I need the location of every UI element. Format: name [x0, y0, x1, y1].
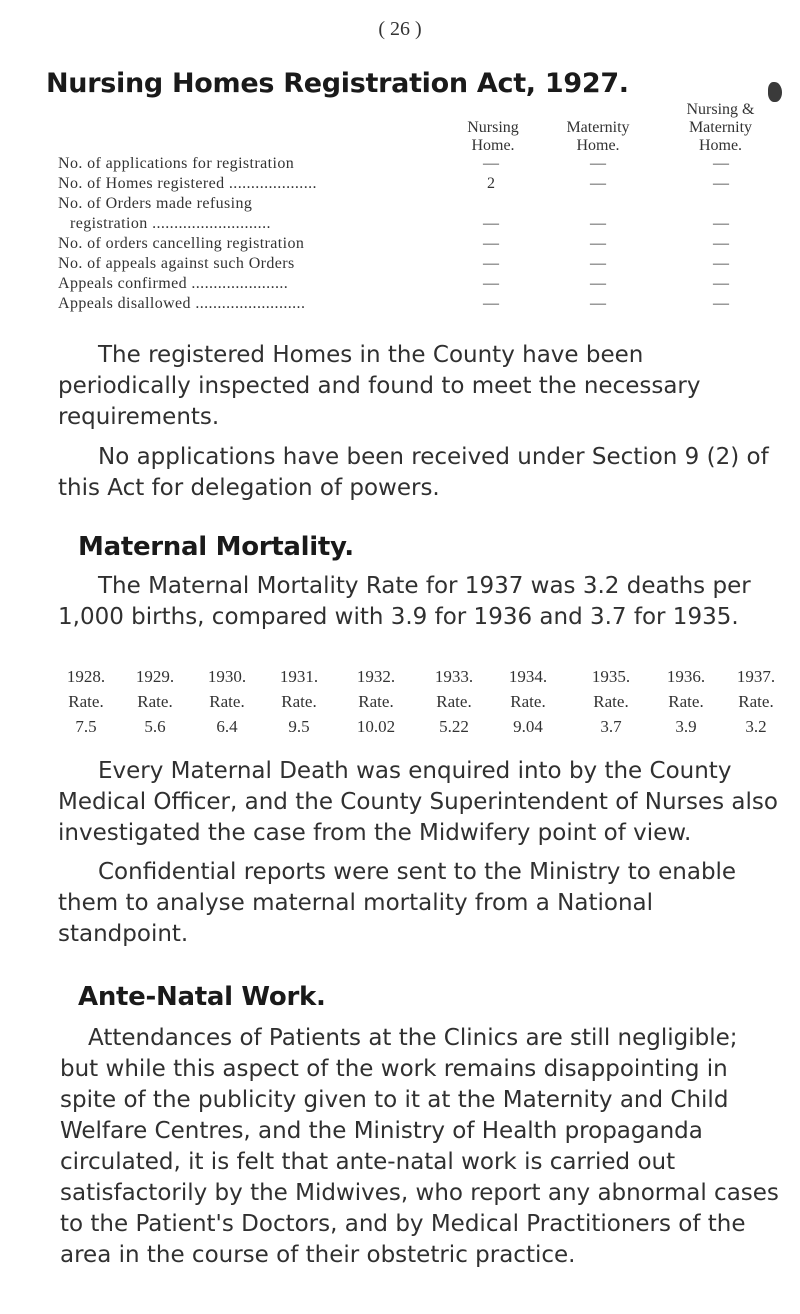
table-row: [58, 155, 778, 175]
rate-label: Rate.: [436, 692, 472, 711]
rate-column: [340, 664, 412, 739]
column-header-maternity-home: [533, 119, 663, 155]
cell-value: —: [483, 155, 499, 172]
rate-year: 1930.: [207, 667, 247, 686]
cell-value: —: [590, 295, 606, 312]
column-header-line: Maternity: [566, 119, 630, 136]
column-header-line: Home.: [698, 137, 743, 154]
cell-value: —: [590, 255, 606, 272]
rate-year: 1931.: [279, 667, 319, 686]
rate-year: 1928.: [66, 667, 106, 686]
rate-year: 1935.: [591, 667, 631, 686]
cell-value: —: [713, 255, 729, 272]
column-header-line: Home.: [471, 137, 515, 154]
column-header-line: Home.: [576, 137, 620, 154]
row-label: Appeals disallowed .........................: [58, 295, 306, 312]
cell-value: —: [483, 255, 499, 272]
paragraph-ante-natal: Attendances of Patients at the Clinics are still negligible; but while this aspect of the work remains disappointing in spite of the publicity given to it at the Maternity and Child Welfare Centres, and the Ministry of Health propaganda circulated, it is felt that ante-natal work is carried out satisfactorily by the Midwives, who report any abnormal cases to the Patient's Doctors, and by Medical Practitioners of the area in the course of their obstetric practice.: [60, 1025, 779, 1268]
row-label: No. of appeals against such Orders: [58, 255, 295, 272]
row-label: Appeals confirmed ......................: [58, 275, 289, 292]
rate-value: 9.5: [288, 717, 310, 736]
paragraph-mortality-intro: The Maternal Mortality Rate for 1937 was 3.2 deaths per 1,000 births, compared with 3.9 for 1936 and 3.7 for 1935.: [58, 573, 751, 630]
rate-label: Rate.: [668, 692, 704, 711]
rate-label: Rate.: [68, 692, 104, 711]
rate-value: 6.4: [216, 717, 238, 736]
cell-value: —: [713, 295, 729, 312]
rate-column: [575, 664, 647, 739]
column-header-nursing-home: [438, 119, 548, 155]
column-header-line: Nursing: [467, 119, 519, 136]
rate-year: 1936.: [666, 667, 706, 686]
rate-label: Rate.: [738, 692, 774, 711]
rate-year: 1934.: [508, 667, 548, 686]
row-label: No. of Orders made refusing: [58, 195, 253, 212]
rate-year: 1932.: [356, 667, 396, 686]
rate-label: Rate.: [358, 692, 394, 711]
table-row: [58, 195, 778, 215]
table-row: [58, 255, 778, 275]
paragraph-death-enquiry: Every Maternal Death was enquired into by the County Medical Officer, and the County Superintendent of Nurses also investigated the case from the Midwifery point of view.: [58, 758, 778, 846]
cell-value: —: [483, 215, 499, 232]
rate-value: 3.2: [745, 717, 767, 736]
table-row: [58, 175, 778, 195]
rate-column: [418, 664, 490, 739]
registration-heading: Nursing Homes Registration Act, 1927.: [46, 68, 629, 99]
cell-value: —: [483, 235, 499, 252]
rate-value: 7.5: [75, 717, 97, 736]
paragraph-confidential-reports: Confidential reports were sent to the Ministry to enable them to analyse maternal mortality from a National standpoint.: [58, 859, 737, 947]
rate-label: Rate.: [281, 692, 317, 711]
row-label: registration ...........................: [70, 215, 271, 232]
table-row: [58, 215, 778, 235]
page-number: ( 26 ): [378, 18, 422, 40]
rate-column: [191, 664, 263, 739]
cell-value: —: [590, 215, 606, 232]
cell-value: —: [483, 295, 499, 312]
cell-value: —: [713, 235, 729, 252]
paragraph-inspected: The registered Homes in the County have been periodically inspected and found to meet the necessary requirements.: [58, 342, 701, 430]
column-header-nursing-maternity-home: [663, 101, 778, 155]
rate-value: 10.02: [356, 717, 396, 736]
rate-column: [492, 664, 564, 739]
rate-year: 1937.: [736, 667, 776, 686]
cell-value: —: [713, 215, 729, 232]
cell-value: —: [713, 155, 729, 172]
cell-value: —: [483, 275, 499, 292]
row-label: No. of applications for registration: [58, 155, 295, 172]
paragraph-delegation: No applications have been received under Section 9 (2) of this Act for delegation of powers.: [58, 444, 769, 501]
rate-column: [263, 664, 335, 739]
row-label: No. of orders cancelling registration: [58, 235, 305, 252]
mortality-rates-table: [50, 664, 790, 754]
cell-value: —: [590, 175, 606, 192]
table-row: [58, 235, 778, 255]
rate-year: 1933.: [434, 667, 474, 686]
column-header-line: Nursing &: [686, 101, 755, 118]
registration-table: [58, 90, 778, 340]
rate-value: 5.6: [144, 717, 166, 736]
rate-column: [720, 664, 792, 739]
cell-value: 2: [487, 175, 495, 192]
row-label: No. of Homes registered ....................: [58, 175, 317, 192]
ante-natal-heading: Ante-Natal Work.: [78, 982, 326, 1012]
column-header-line: Maternity: [688, 119, 753, 136]
rate-column: [650, 664, 722, 739]
rate-value: 3.9: [675, 717, 697, 736]
cell-value: —: [590, 275, 606, 292]
rate-year: 1929.: [135, 667, 175, 686]
rate-column: [50, 664, 122, 739]
table-row: [58, 295, 778, 315]
rate-column: [119, 664, 191, 739]
rate-label: Rate.: [593, 692, 629, 711]
rate-label: Rate.: [137, 692, 173, 711]
maternal-mortality-heading: Maternal Mortality.: [78, 532, 354, 562]
cell-value: —: [590, 235, 606, 252]
rate-value: 5.22: [439, 717, 469, 736]
table-row: [58, 275, 778, 295]
rate-label: Rate.: [209, 692, 245, 711]
cell-value: —: [713, 275, 729, 292]
rate-value: 9.04: [513, 717, 543, 736]
rate-value: 3.7: [600, 717, 622, 736]
cell-value: —: [590, 155, 606, 172]
rate-label: Rate.: [510, 692, 546, 711]
cell-value: —: [713, 175, 729, 192]
